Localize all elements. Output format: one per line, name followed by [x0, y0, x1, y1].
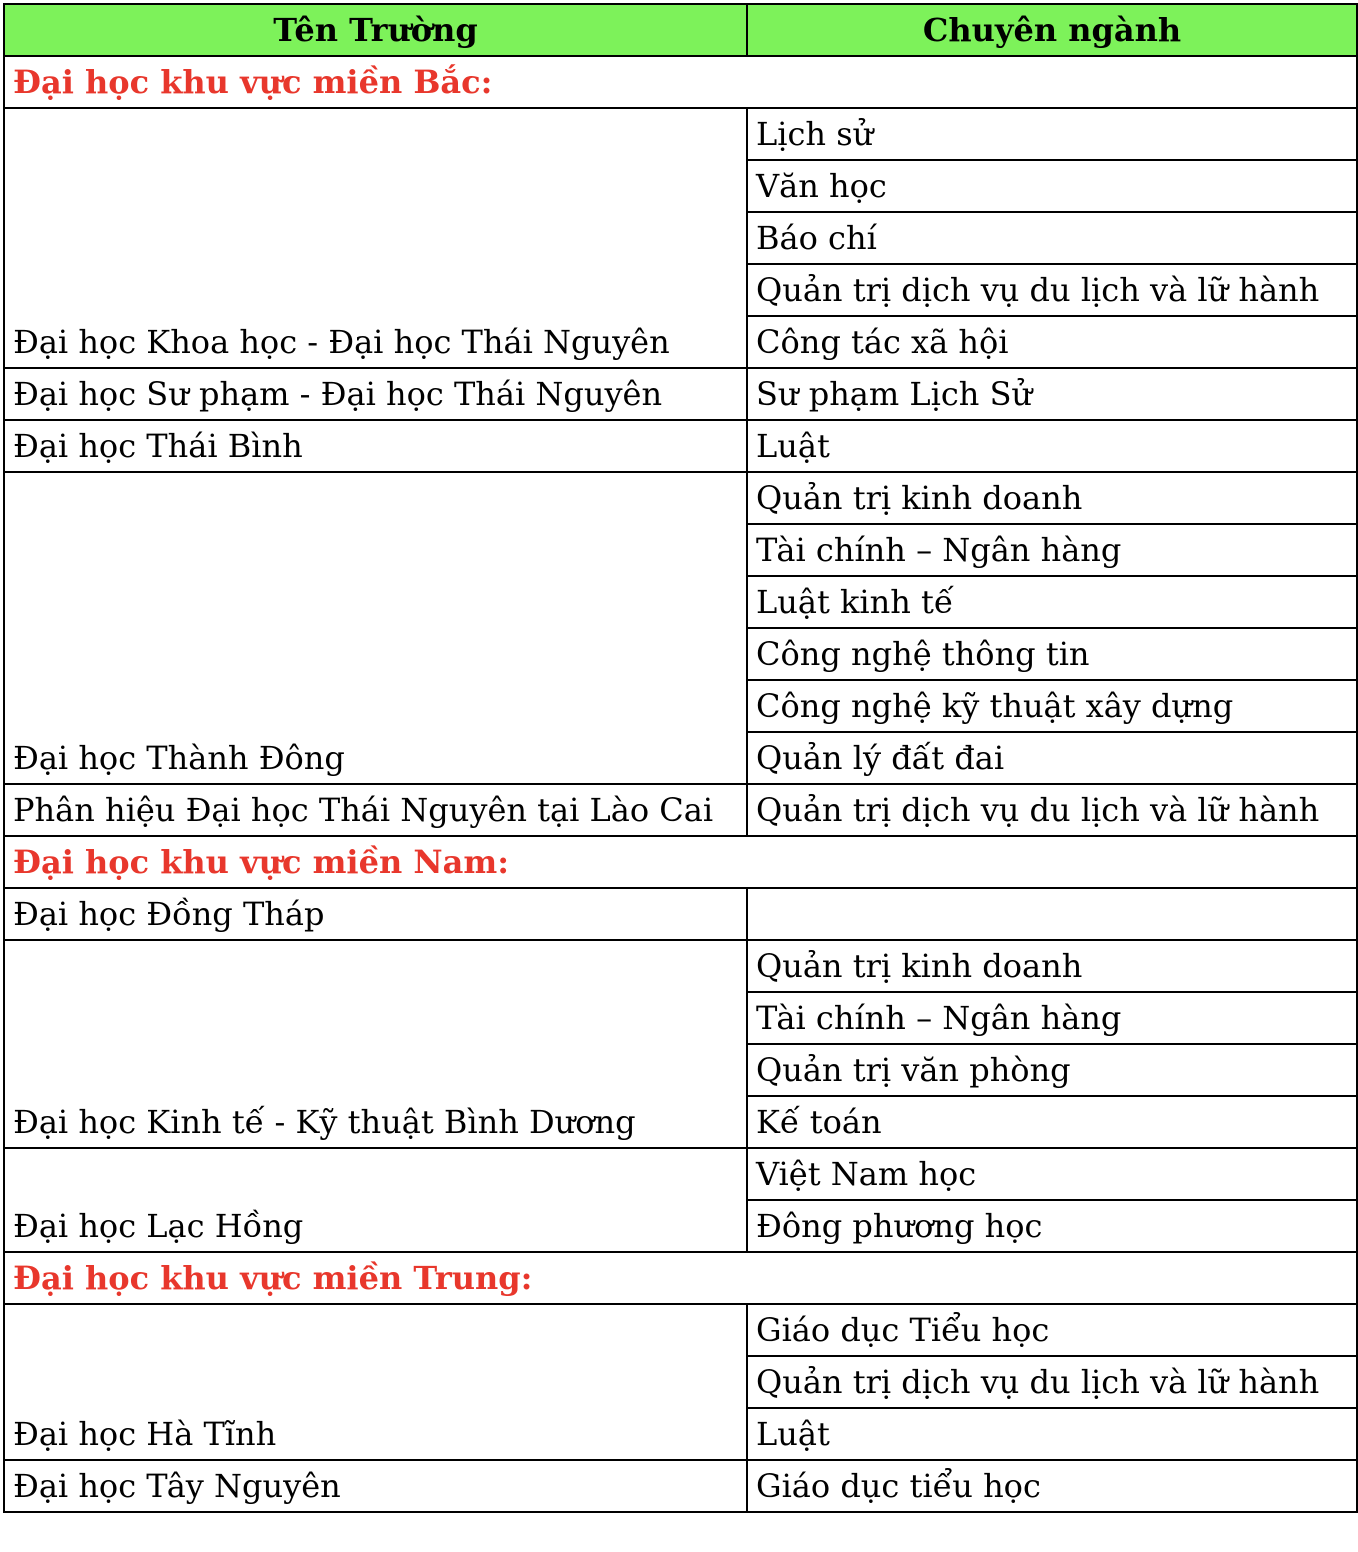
- major-name: Luật: [747, 420, 1357, 472]
- major-name: Giáo dục tiểu học: [747, 1460, 1357, 1512]
- major-name: Việt Nam học: [747, 1148, 1357, 1200]
- school-name: Đại học Tây Nguyên: [4, 1460, 747, 1512]
- majors-table: [3, 3, 1358, 1513]
- major-name: Quản trị kinh doanh: [747, 472, 1357, 524]
- major-name: Đông phương học: [747, 1200, 1357, 1252]
- table-body: [4, 56, 1357, 1512]
- table-row: [4, 420, 1357, 472]
- section-title: Đại học khu vực miền Nam:: [4, 836, 1357, 888]
- major-name: Quản lý đất đai: [747, 732, 1357, 784]
- table-row: [4, 888, 1357, 940]
- table-row: [4, 1460, 1357, 1512]
- major-name: Quản trị dịch vụ du lịch và lữ hành: [747, 784, 1357, 836]
- major-name: Giáo dục Tiểu học: [747, 1304, 1357, 1356]
- school-name: Đại học Kinh tế - Kỹ thuật Bình Dương: [4, 940, 747, 1148]
- header-major: Chuyên ngành: [747, 4, 1357, 56]
- major-name: Công nghệ kỹ thuật xây dựng: [747, 680, 1357, 732]
- major-name: Tài chính – Ngân hàng: [747, 524, 1357, 576]
- table-row: [4, 472, 1357, 524]
- school-name: Đại học Lạc Hồng: [4, 1148, 747, 1252]
- table-row: [4, 1148, 1357, 1200]
- major-name: Báo chí: [747, 212, 1357, 264]
- major-name: Luật kinh tế: [747, 576, 1357, 628]
- school-name: Đại học Đồng Tháp: [4, 888, 747, 940]
- major-name: Kế toán: [747, 1096, 1357, 1148]
- section-title: Đại học khu vực miền Bắc:: [4, 56, 1357, 108]
- table-row: [4, 108, 1357, 160]
- major-name: Luật: [747, 1408, 1357, 1460]
- section-title: Đại học khu vực miền Trung:: [4, 1252, 1357, 1304]
- major-name: Công nghệ thông tin: [747, 628, 1357, 680]
- table-row: [4, 940, 1357, 992]
- school-name: Đại học Thành Đông: [4, 472, 747, 784]
- school-name: Đại học Sư phạm - Đại học Thái Nguyên: [4, 368, 747, 420]
- school-name: Phân hiệu Đại học Thái Nguyên tại Lào Cai: [4, 784, 747, 836]
- major-name: Sư phạm Lịch Sử: [747, 368, 1357, 420]
- header-school: Tên Trường: [4, 4, 747, 56]
- school-name: Đại học Hà Tĩnh: [4, 1304, 747, 1460]
- major-name: Quản trị dịch vụ du lịch và lữ hành: [747, 264, 1357, 316]
- section-row: [4, 56, 1357, 108]
- major-name: Tài chính – Ngân hàng: [747, 992, 1357, 1044]
- school-name: Đại học Thái Bình: [4, 420, 747, 472]
- header-row: [4, 4, 1357, 56]
- table-row: [4, 368, 1357, 420]
- table-row: [4, 784, 1357, 836]
- major-name: Lịch sử: [747, 108, 1357, 160]
- section-row: [4, 1252, 1357, 1304]
- major-name: Quản trị văn phòng: [747, 1044, 1357, 1096]
- major-name: Văn học: [747, 160, 1357, 212]
- major-name: Quản trị dịch vụ du lịch và lữ hành: [747, 1356, 1357, 1408]
- major-name: Quản trị kinh doanh: [747, 940, 1357, 992]
- major-name: [747, 888, 1357, 940]
- section-row: [4, 836, 1357, 888]
- table-row: [4, 1304, 1357, 1356]
- major-name: Công tác xã hội: [747, 316, 1357, 368]
- school-name: Đại học Khoa học - Đại học Thái Nguyên: [4, 108, 747, 368]
